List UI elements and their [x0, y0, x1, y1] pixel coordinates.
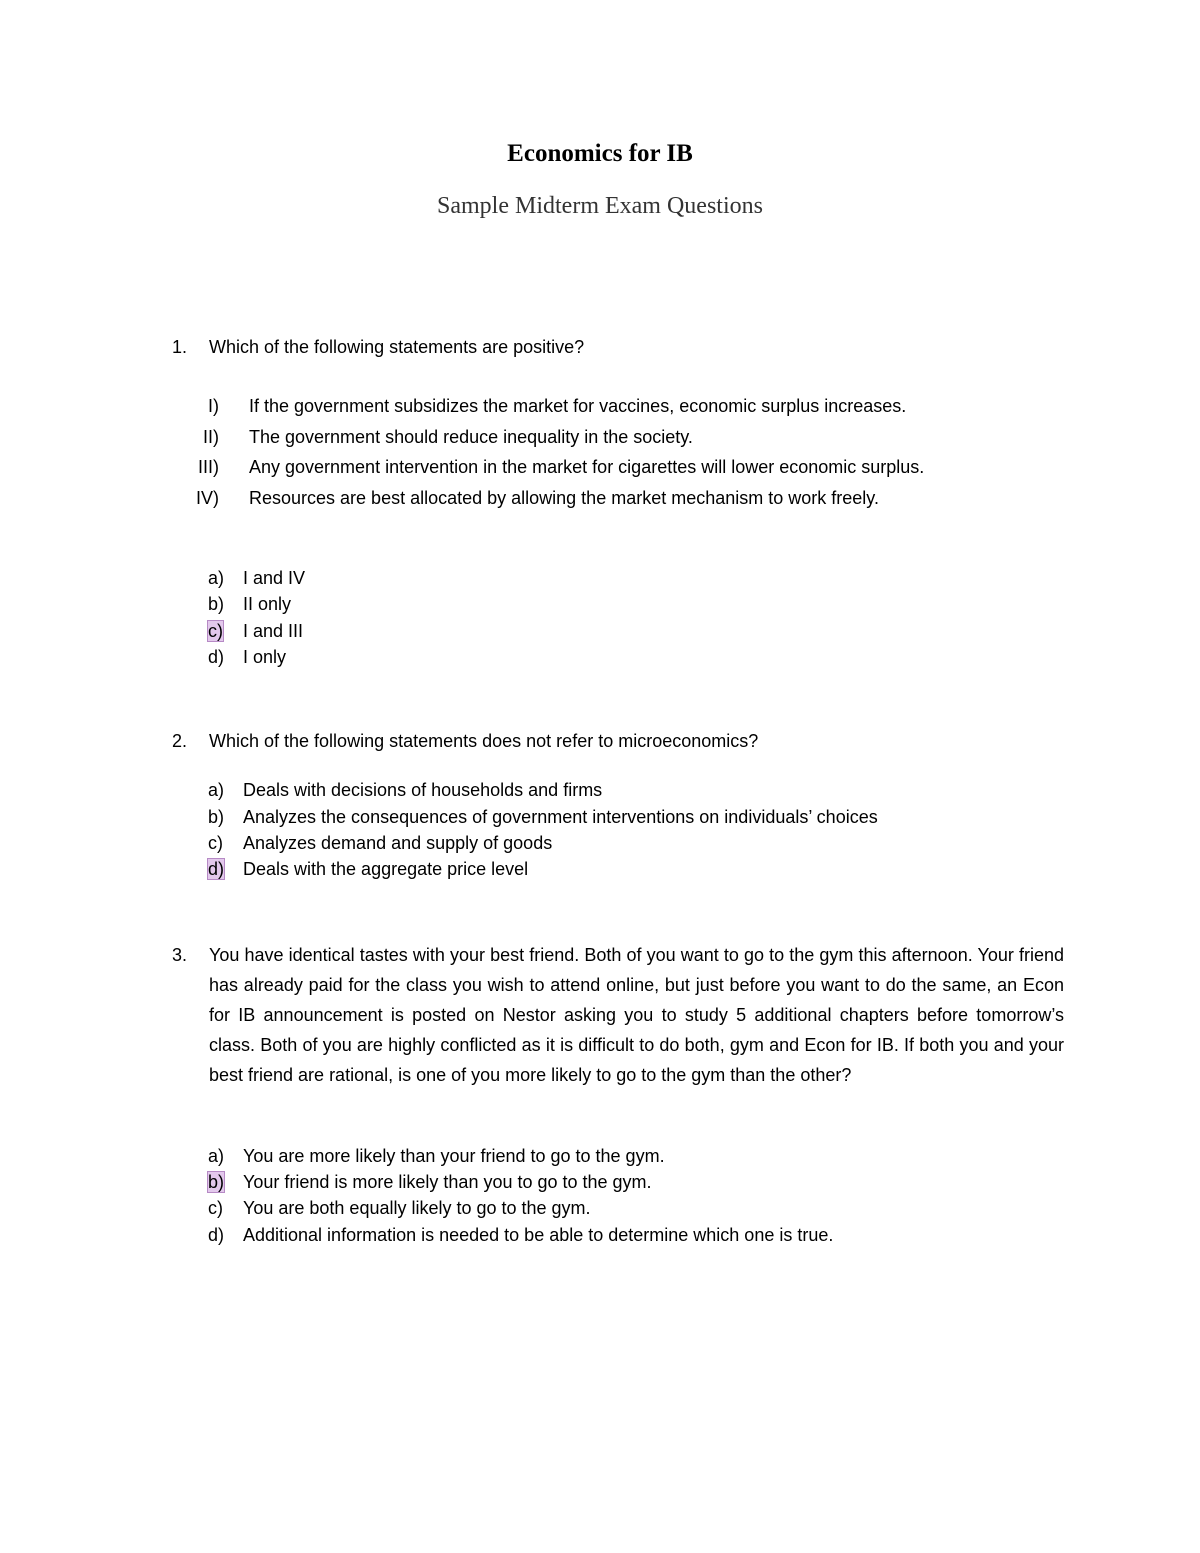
answer-highlight: b)	[208, 1172, 225, 1192]
option-text: I and III	[243, 621, 304, 641]
option-letter: b)	[208, 807, 225, 827]
option-text: Deals with the aggregate price level	[243, 859, 529, 879]
statement-text: The government should reduce inequality in the society.	[249, 427, 693, 447]
answer-highlight: d)	[208, 859, 225, 879]
option-text: I only	[243, 647, 287, 667]
statement-number: IV)	[195, 488, 219, 508]
question-text: Which of the following statements are positive?	[209, 337, 585, 357]
option-letter: c)	[208, 833, 223, 853]
option-letter: a)	[208, 1146, 225, 1166]
option-text: I and IV	[243, 568, 306, 588]
option-letter-marked	[208, 857, 234, 881]
option-letter: d)	[208, 647, 225, 667]
statement-text: Any government intervention in the market for cigarettes will lower economic surplus.	[249, 457, 925, 477]
statement-text: Resources are best allocated by allowing the market mechanism to work freely.	[249, 488, 879, 508]
option-letter: a)	[208, 568, 225, 588]
option-letter: c)	[208, 1198, 223, 1218]
option-text: Analyzes demand and supply of goods	[243, 833, 553, 853]
option-letter-marked	[208, 1170, 234, 1194]
statement-number: II)	[203, 427, 219, 447]
option-text: You are more likely than your friend to go to the gym.	[243, 1146, 665, 1166]
option-letter-marked	[208, 619, 234, 643]
question-text: Which of the following statements does not refer to microeconomics?	[209, 731, 759, 751]
option-letter: b)	[208, 594, 225, 614]
statement-text: If the government subsidizes the market for vaccines, economic surplus increases.	[249, 396, 907, 416]
question-number: 1.	[172, 337, 188, 357]
question-number: 3.	[172, 945, 188, 965]
document-subtitle: Sample Midterm Exam Questions	[437, 193, 763, 219]
option-text: Deals with decisions of households and firms	[243, 780, 603, 800]
answer-highlight: c)	[208, 621, 223, 641]
option-letter: a)	[208, 780, 225, 800]
statement-number: I)	[208, 396, 219, 416]
question-text: You have identical tastes with your best friend. Both of you want to go to the gym this afternoon. Your friend has already paid for the class you wish to attend online, but just before you want to do the same, an Econ for IB announcement is posted on Nestor asking you to study 5 additional chapters before tomorrow’s class. Both of you are highly conflicted as it is difficult to do both, gym and Econ for IB. If both you and your best friend are rational, is one of you more likely to go to the gym than the other?	[209, 945, 1064, 1085]
option-text: You are both equally likely to go to the gym.	[243, 1198, 591, 1218]
question-number: 2.	[172, 731, 188, 751]
option-text: Your friend is more likely than you to go to the gym.	[243, 1172, 652, 1192]
option-text: II only	[243, 594, 292, 614]
document-title: Economics for IB	[507, 140, 693, 167]
option-text: Analyzes the consequences of government interventions on individuals’ choices	[243, 807, 878, 827]
option-letter: d)	[208, 1225, 225, 1245]
option-text: Additional information is needed to be able to determine which one is true.	[243, 1225, 834, 1245]
statement-number: III)	[198, 457, 219, 477]
